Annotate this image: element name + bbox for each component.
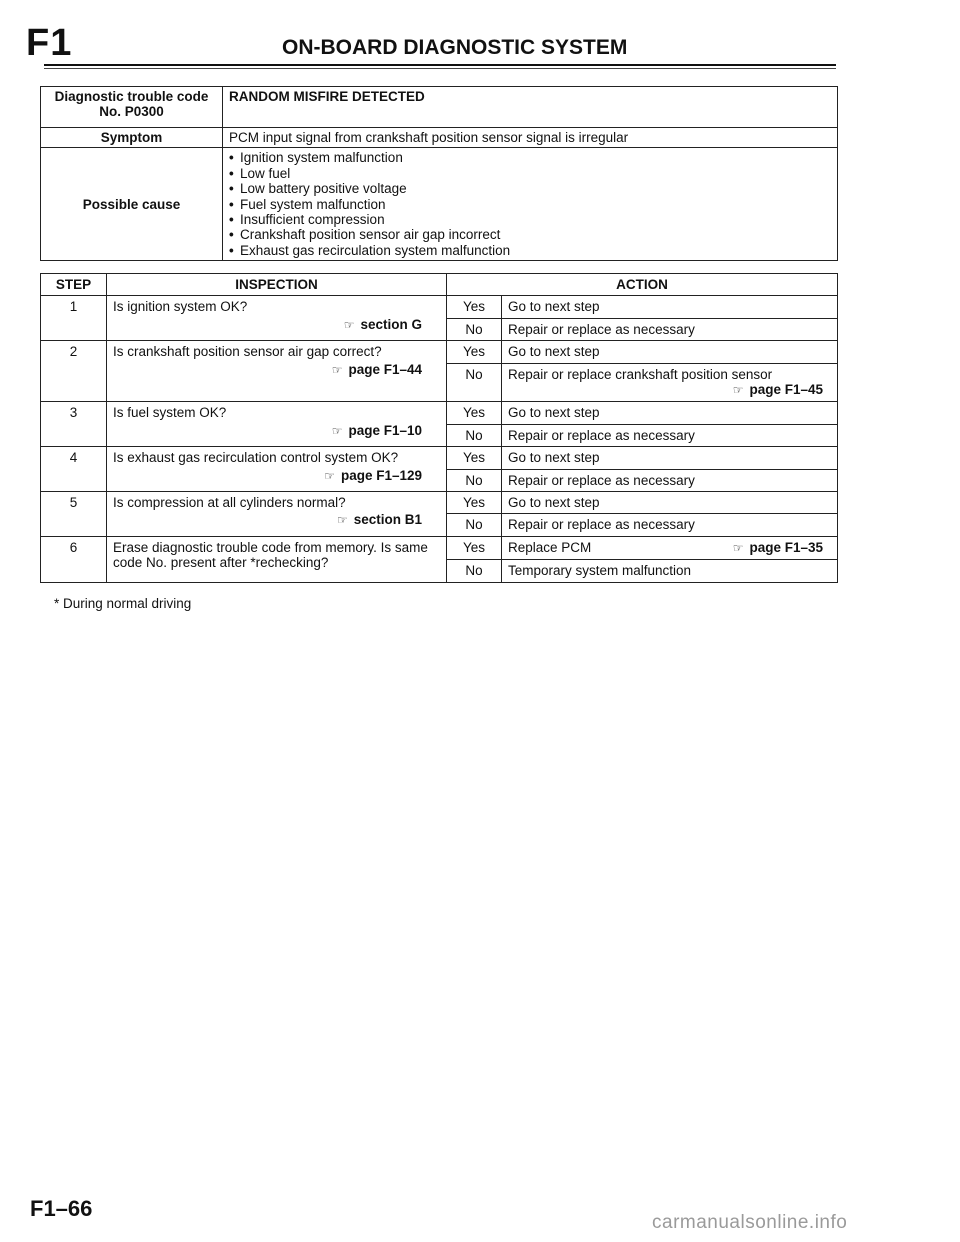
pointing-hand-icon: ☞ bbox=[343, 317, 355, 332]
inspection-text: Is fuel system OK? bbox=[113, 405, 227, 421]
symptom-row bbox=[41, 128, 838, 148]
yes-action-cell bbox=[502, 447, 838, 469]
step-number: 2 bbox=[41, 341, 107, 402]
inspection-reference[interactable] bbox=[113, 317, 440, 333]
step-number: 6 bbox=[41, 536, 107, 582]
no-action-text: Repair or replace as necessary bbox=[508, 427, 695, 443]
header-rule-thin bbox=[44, 68, 836, 69]
step-number: 4 bbox=[41, 447, 107, 492]
no-action-cell bbox=[502, 363, 838, 402]
yes-action-text: Go to next step bbox=[508, 344, 600, 360]
yes-label: Yes bbox=[447, 296, 502, 318]
yes-action-cell bbox=[502, 402, 838, 424]
inspection-text: Is crankshaft position sensor air gap correct? bbox=[113, 344, 382, 360]
no-action-text: Temporary system malfunction bbox=[508, 563, 692, 579]
inspection-text: Erase diagnostic trouble code from memory. Is same code No. present after *rechecking? bbox=[113, 539, 428, 571]
yes-action-text: Go to next step bbox=[508, 405, 600, 421]
inspection-reference[interactable] bbox=[113, 512, 440, 528]
page-number: F1–66 bbox=[30, 1196, 93, 1221]
no-action-cell bbox=[502, 514, 838, 536]
no-action-text: Repair or replace as necessary bbox=[508, 517, 695, 533]
reference-text: page F1–10 bbox=[348, 422, 422, 438]
inspection-text: Is exhaust gas recirculation control system OK? bbox=[113, 450, 399, 466]
no-label: No bbox=[447, 514, 502, 536]
inspection-text: Is compression at all cylinders normal? bbox=[113, 495, 346, 511]
inspection-cell bbox=[107, 447, 447, 492]
yes-action-text: Replace PCM bbox=[508, 539, 592, 555]
step-row bbox=[41, 296, 838, 318]
no-label: No bbox=[447, 424, 502, 446]
no-action-cell bbox=[502, 560, 838, 582]
pointing-hand-icon: ☞ bbox=[324, 468, 335, 483]
step-row bbox=[41, 402, 838, 424]
no-label: No bbox=[447, 318, 502, 340]
action-reference[interactable] bbox=[508, 382, 831, 398]
possible-cause-label: Possible cause bbox=[41, 148, 223, 261]
inspection-text: Is ignition system OK? bbox=[113, 299, 248, 315]
yes-label: Yes bbox=[447, 402, 502, 424]
possible-cause-list bbox=[229, 150, 831, 258]
inspection-header: INSPECTION bbox=[107, 274, 447, 296]
no-label: No bbox=[447, 560, 502, 582]
step-row bbox=[41, 341, 838, 363]
yes-label: Yes bbox=[447, 447, 502, 469]
no-action-cell bbox=[502, 318, 838, 340]
causes-row bbox=[41, 148, 838, 261]
steps-header-row bbox=[41, 274, 838, 296]
pointing-hand-icon: ☞ bbox=[331, 362, 343, 377]
yes-label: Yes bbox=[447, 341, 502, 363]
yes-label: Yes bbox=[447, 492, 502, 514]
pointing-hand-icon: ☞ bbox=[336, 513, 348, 528]
dtc-value: RANDOM MISFIRE DETECTED bbox=[223, 87, 838, 128]
reference-text: page F1–45 bbox=[749, 382, 823, 398]
inspection-steps-table bbox=[40, 273, 838, 583]
yes-action-text: Go to next step bbox=[508, 299, 600, 315]
reference-text: section G bbox=[360, 316, 422, 332]
no-action-cell bbox=[502, 469, 838, 491]
reference-text: page F1–44 bbox=[348, 361, 422, 377]
step-row bbox=[41, 447, 838, 469]
inspection-reference[interactable] bbox=[113, 423, 440, 439]
inspection-reference[interactable] bbox=[113, 468, 440, 484]
no-label: No bbox=[447, 469, 502, 491]
possible-cause-item: • Low battery positive voltage bbox=[229, 181, 831, 196]
symptom-label: Symptom bbox=[41, 128, 223, 148]
possible-cause-item: • Ignition system malfunction bbox=[229, 150, 831, 165]
reference-text: page F1–129 bbox=[340, 467, 422, 483]
page-title: ON-BOARD DIAGNOSTIC SYSTEM bbox=[282, 36, 628, 59]
inspection-cell bbox=[107, 402, 447, 447]
yes-action-text: Go to next step bbox=[508, 450, 600, 466]
dtc-label: Diagnostic trouble code No. P0300 bbox=[41, 87, 223, 128]
possible-cause-cell bbox=[223, 148, 838, 261]
no-action-cell bbox=[502, 424, 838, 446]
yes-action-cell bbox=[502, 296, 838, 318]
yes-action-cell bbox=[502, 492, 838, 514]
yes-action-text: Go to next step bbox=[508, 495, 600, 511]
no-action-text: Repair or replace crankshaft position sensor bbox=[508, 366, 773, 382]
yes-label: Yes bbox=[447, 536, 502, 559]
yes-action-cell bbox=[502, 341, 838, 363]
inspection-cell bbox=[107, 536, 447, 582]
inspection-reference[interactable] bbox=[113, 362, 440, 378]
possible-cause-item: • Insufficient compression bbox=[229, 212, 831, 227]
step-row bbox=[41, 536, 838, 559]
inspection-cell bbox=[107, 492, 447, 537]
reference-text: section B1 bbox=[353, 512, 422, 528]
pointing-hand-icon: ☞ bbox=[732, 540, 744, 555]
pointing-hand-icon: ☞ bbox=[331, 423, 343, 438]
footnote: * During normal driving bbox=[54, 596, 192, 611]
no-action-text: Repair or replace as necessary bbox=[508, 321, 695, 337]
step-header: STEP bbox=[41, 274, 107, 296]
step-number: 5 bbox=[41, 492, 107, 537]
possible-cause-item: • Exhaust gas recirculation system malfunction bbox=[229, 243, 831, 258]
possible-cause-item: • Low fuel bbox=[229, 166, 831, 181]
no-label: No bbox=[447, 363, 502, 402]
watermark: carmanualsonline.info bbox=[652, 1212, 848, 1233]
section-code: F1 bbox=[26, 22, 73, 64]
action-reference[interactable] bbox=[733, 540, 831, 556]
step-number: 3 bbox=[41, 402, 107, 447]
reference-text: page F1–35 bbox=[749, 539, 823, 555]
inspection-cell bbox=[107, 341, 447, 402]
pointing-hand-icon: ☞ bbox=[732, 383, 744, 398]
no-action-text: Repair or replace as necessary bbox=[508, 472, 695, 488]
dtc-row bbox=[41, 87, 838, 128]
yes-action-cell bbox=[502, 536, 838, 559]
header-rule bbox=[44, 64, 836, 66]
action-header: ACTION bbox=[447, 274, 838, 296]
inspection-cell bbox=[107, 296, 447, 341]
dtc-info-table bbox=[40, 86, 838, 261]
step-number: 1 bbox=[41, 296, 107, 341]
possible-cause-item: • Crankshaft position sensor air gap incorrect bbox=[229, 227, 831, 242]
step-row bbox=[41, 492, 838, 514]
symptom-text: PCM input signal from crankshaft position sensor signal is irregular bbox=[223, 128, 838, 148]
possible-cause-item: • Fuel system malfunction bbox=[229, 197, 831, 212]
